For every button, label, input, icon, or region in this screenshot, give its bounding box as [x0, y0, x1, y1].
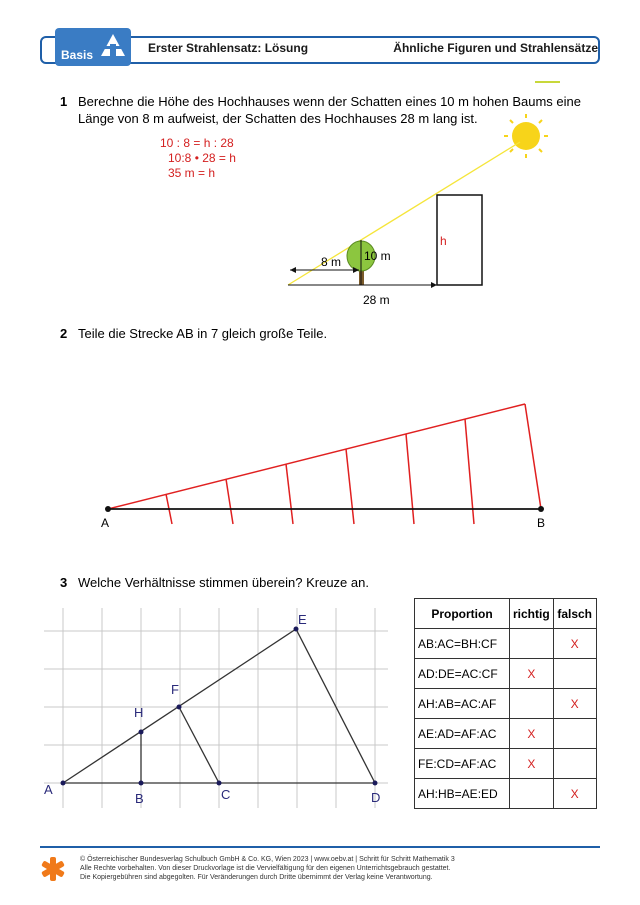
table-row — [415, 719, 597, 749]
richtig-checkbox[interactable] — [510, 689, 554, 719]
falsch-checkbox[interactable] — [553, 659, 596, 689]
label-a: A — [101, 516, 110, 530]
table-row — [415, 689, 597, 719]
footer-line-2: Alle Rechte vorbehalten. Von dieser Druckvorlage ist die Vervielfältigung für den eigenen Unterrichtsgebrauch gestattet. — [80, 865, 451, 872]
question-3-number: 3 — [60, 575, 68, 590]
triangle-diagram — [0, 598, 410, 818]
footer-divider — [40, 846, 600, 848]
richtig-checkbox[interactable]: X — [510, 659, 554, 689]
falsch-checkbox[interactable]: X — [553, 779, 596, 809]
label-b: B — [537, 516, 546, 530]
point-label-f: F — [171, 682, 179, 697]
building-shadow-label: 28 m — [363, 293, 390, 307]
richtig-checkbox[interactable]: X — [510, 719, 554, 749]
question-3-text: Welche Verhältnisse stimmen überein? Kreuze an. — [78, 575, 369, 590]
tree-shadow-label: 8 m — [321, 255, 342, 269]
point-label-c: C — [221, 787, 231, 802]
table-row — [415, 629, 597, 659]
proportion-cell: AE:AD=AF:AC — [415, 719, 510, 749]
building-height-label: h — [440, 234, 447, 248]
badge-label: Basis — [61, 48, 94, 62]
footer-copyright — [80, 855, 455, 882]
construction-lines — [108, 404, 541, 524]
table-row — [415, 659, 597, 689]
falsch-checkbox[interactable] — [553, 749, 596, 779]
falsch-checkbox[interactable]: X — [553, 689, 596, 719]
question-1-number: 1 — [60, 94, 68, 109]
header-richtig: richtig — [510, 599, 554, 629]
proportion-cell: FE:CD=AF:AC — [415, 749, 510, 779]
point-label-e: E — [298, 612, 307, 627]
footer-line-1: © Österreichischer Bundesverlag Schulbuch GmbH & Co. KG, Wien 2023 | www.oebv.at | Schritt für Schritt Mathematik 3 — [80, 856, 455, 863]
level-badge — [55, 28, 131, 66]
question-1-line-1: Berechne die Höhe des Hochhauses wenn der Schatten eines 10 m hohen Baums eine — [78, 94, 581, 109]
proportion-cell: AH:HB=AE:ED — [415, 779, 510, 809]
footer-line-3: Die Kopiergebühren sind abgegolten. Für Veränderungen durch Dritte übernimmt der Verlag keine Verantwortung. — [80, 874, 433, 881]
table-header-row — [415, 599, 597, 629]
richtig-checkbox[interactable]: X — [510, 749, 554, 779]
proportion-table — [414, 598, 597, 809]
point-b — [538, 506, 544, 512]
segment-division-diagram — [0, 395, 640, 535]
falsch-checkbox[interactable] — [553, 719, 596, 749]
proportion-cell: AB:AC=BH:CF — [415, 629, 510, 659]
solution-line-3: 35 m = h — [168, 166, 216, 180]
tree-height-label: 10 m — [364, 249, 391, 263]
table-row — [415, 779, 597, 809]
richtig-checkbox[interactable] — [510, 629, 554, 659]
triangle-icon — [99, 32, 127, 60]
chapter-title: Ähnliche Figuren und Strahlensätze — [393, 41, 598, 55]
point-label-a: A — [44, 782, 53, 797]
richtig-checkbox[interactable] — [510, 779, 554, 809]
header-proportion: Proportion — [415, 599, 510, 629]
proportion-cell: AD:DE=AC:CF — [415, 659, 510, 689]
worksheet-title: Erster Strahlensatz: Lösung — [148, 41, 309, 55]
solution-line-2: 10:8 • 28 = h — [168, 151, 236, 165]
point-label-d: D — [371, 790, 381, 805]
question-2-text: Teile die Strecke AB in 7 gleich große Teile. — [78, 326, 328, 341]
proportion-cell: AH:AB=AC:AF — [415, 689, 510, 719]
point-a — [105, 506, 111, 512]
shadow-diagram — [0, 70, 640, 320]
table-row — [415, 749, 597, 779]
falsch-checkbox[interactable]: X — [553, 629, 596, 659]
sun-icon — [504, 114, 548, 158]
point-label-h: H — [134, 705, 144, 720]
header-falsch: falsch — [553, 599, 596, 629]
point-label-b: B — [135, 791, 144, 806]
publisher-logo-icon — [40, 856, 66, 882]
question-1-line-2: Länge von 8 m aufweist, der Schatten des Hochhauses 28 m lang ist. — [78, 111, 478, 126]
solution-line-1: 10 : 8 = h : 28 — [160, 136, 234, 150]
question-2-number: 2 — [60, 326, 68, 341]
